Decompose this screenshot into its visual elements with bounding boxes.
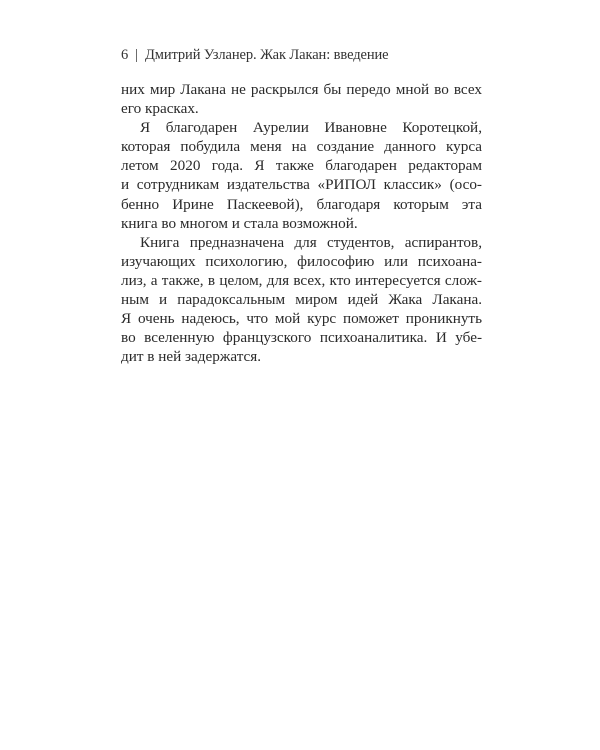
header-separator: | — [135, 47, 138, 63]
text-line: изучающих психологию, философию или психоана- — [121, 252, 482, 270]
text-line: Я благодарен Аурелии Ивановне Коротецкой, — [140, 119, 482, 137]
text-line: во вселенную французского психоаналитика. И убе- — [121, 329, 482, 347]
text-line: книга во многом и стала возможной. — [121, 214, 358, 232]
text-line: Я очень надеюсь, что мой курс поможет проникнуть — [121, 310, 482, 328]
paragraph-1 — [121, 80, 482, 118]
body-text — [121, 80, 482, 366]
text-line: Книга предназначена для студентов, аспирантов, — [140, 233, 482, 251]
running-title: Дмитрий Узланер. Жак Лакан: введение — [144, 47, 389, 63]
text-line: летом 2020 года. Я также благодарен редакторам — [121, 157, 482, 175]
page-number: 6 — [121, 47, 129, 63]
paragraph-3 — [121, 233, 482, 367]
text-line: и сотрудникам издательства «РИПОЛ классик» (осо- — [121, 176, 482, 194]
text-line: его красках. — [121, 100, 199, 118]
text-line: них мир Лакана не раскрылся бы передо мной во всех — [121, 81, 482, 98]
running-head — [121, 47, 481, 64]
text-line: ным и парадоксальным миром идей Жака Лакана. — [121, 291, 482, 309]
paragraph-2 — [121, 118, 482, 233]
text-line: которая побудила меня на создание данного курса — [121, 138, 482, 156]
text-line: лиз, а также, в целом, для всех, кто интересуется слож- — [121, 271, 482, 289]
text-line: дит в ней задержатся. — [121, 348, 262, 366]
text-line: бенно Ирине Паскеевой), благодаря которым эта — [121, 195, 482, 213]
